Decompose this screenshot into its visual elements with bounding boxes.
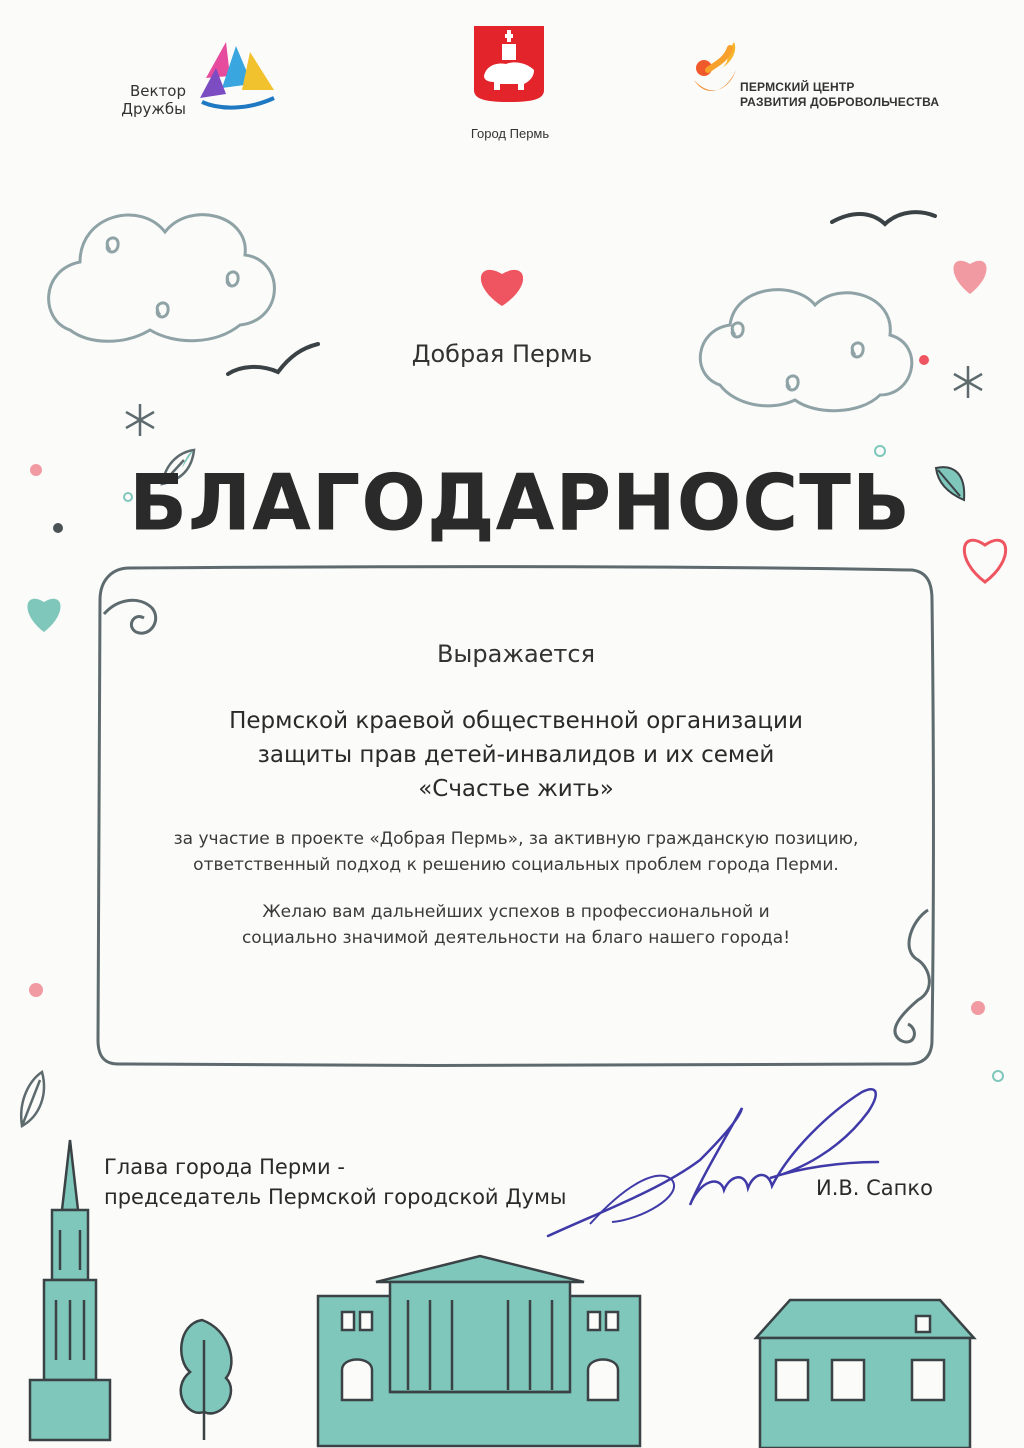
dot-icon [971, 1001, 985, 1015]
dot-icon [29, 983, 43, 997]
signatory-role-line: Глава города Перми - [104, 1155, 345, 1179]
volunteer-center-logo-icon [690, 40, 740, 98]
document-title: БЛАГОДАРНОСТЬ [129, 457, 911, 548]
city-logo-label: Город Пермь [470, 126, 550, 141]
signature-scribble [548, 1089, 878, 1236]
expressed-label: Выражается [436, 640, 596, 668]
event-title: Добрая Пермь [411, 340, 593, 368]
dot-icon [875, 446, 885, 456]
heart-icon [481, 270, 523, 306]
organization-line: защиты прав детей-инвалидов и их семей [257, 742, 775, 768]
organization-line: «Счастье жить» [418, 776, 614, 802]
vektor-logo-text [112, 82, 186, 118]
organization-line: Пермской краевой общественной организации [229, 708, 803, 734]
cloud-left-icon [49, 215, 275, 342]
sailboat-logo-icon [196, 38, 280, 118]
government-building [318, 1256, 640, 1446]
leaf-icon [21, 1072, 44, 1126]
reason-line: ответственный подход к решению социальных проблем города Перми. [193, 855, 839, 875]
heart-icon [953, 261, 986, 294]
tower-building [30, 1140, 110, 1440]
bird-icon [832, 212, 935, 224]
wish-line: социально значимой деятельности на благо нашего города! [241, 928, 791, 948]
signatory-role [104, 1152, 567, 1212]
snowflake-icon [126, 366, 982, 436]
signatory-role-line: председатель Пермской городской Думы [104, 1185, 567, 1209]
volunteer-center-logo-text [740, 80, 939, 110]
house-building [756, 1300, 974, 1448]
signatory-name: И.В. Сапко [816, 1176, 933, 1200]
dot-icon [993, 1071, 1003, 1081]
center-logo-line: ПЕРМСКИЙ ЦЕНТР [740, 80, 855, 94]
tree-icon [181, 1320, 232, 1440]
city-crest-icon [472, 24, 546, 104]
reason-line: за участие в проекте «Добрая Пермь», за активную гражданскую позицию, [173, 829, 859, 849]
reason-paragraph [150, 826, 882, 878]
vektor-logo-line: Дружбы [121, 100, 186, 118]
wish-line: Желаю вам дальнейших успехов в профессиональной и [262, 902, 770, 922]
center-logo-line: РАЗВИТИЯ ДОБРОВОЛЬЧЕСТВА [740, 95, 940, 109]
vektor-logo-line: Вектор [129, 82, 186, 100]
organization-name [150, 704, 882, 806]
wish-paragraph [150, 899, 882, 951]
heart-icon [27, 599, 60, 632]
